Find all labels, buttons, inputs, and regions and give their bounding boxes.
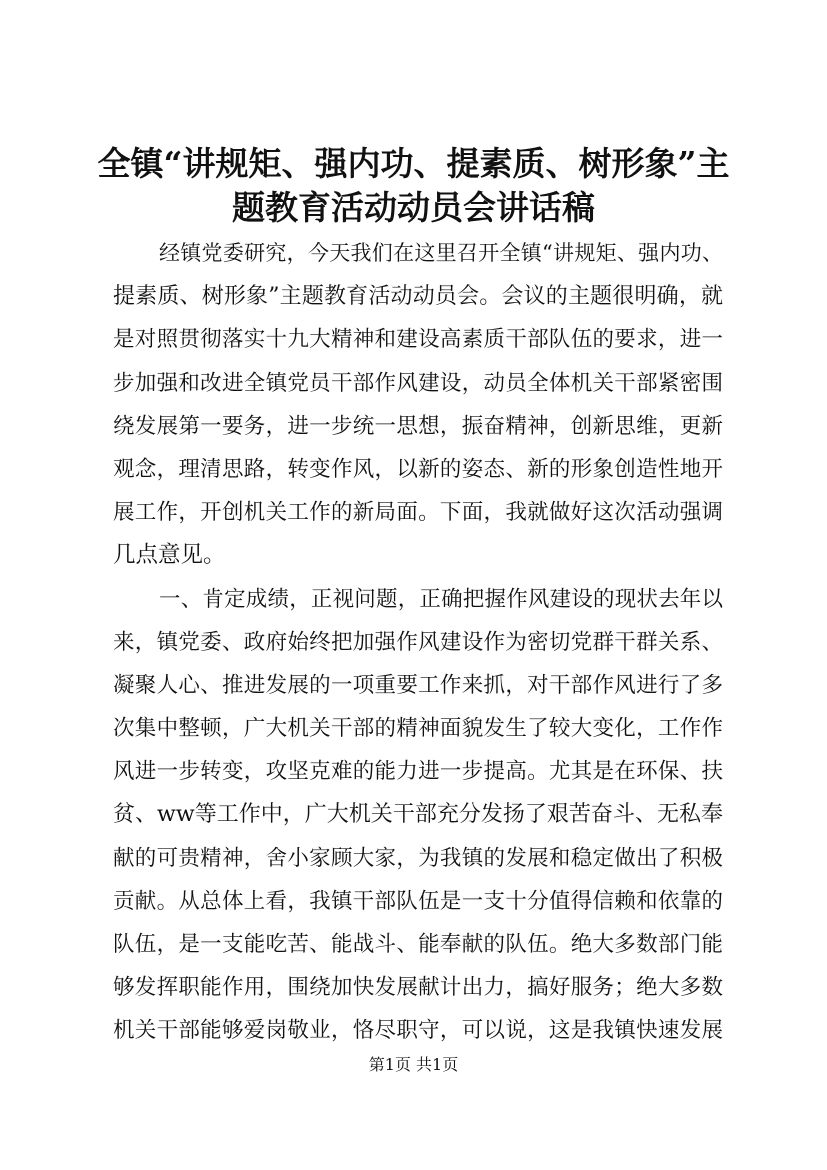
title-line-2: 题教育活动动员会讲话稿: [232, 188, 595, 227]
title-line-1: 全镇“讲规矩、强内功、提素质、树形象”主: [97, 144, 730, 183]
body-line: 绕发展第一要务，进一步统一思想，振奋精神，创新思维，更新: [113, 413, 723, 439]
body-line: 贡献。从总体上看，我镇干部队伍是一支十分值得信赖和依靠的: [113, 888, 723, 914]
body-line: 是对照贯彻落实十九大精神和建设高素质干部队伍的要求，进一: [113, 327, 723, 353]
body-line: 够发挥职能作用，围绕加快发展献计出力，搞好服务；绝大多数: [113, 975, 723, 1001]
body-line: 来，镇党委、政府始终把加强作风建设作为密切党群干群关系、: [113, 629, 723, 655]
body-line: 步加强和改进全镇党员干部作风建设，动员全体机关干部紧密围: [113, 370, 723, 396]
body-line: 几点意见。: [113, 542, 226, 569]
body-line: 展工作，开创机关工作的新局面。下面，我就做好这次活动强调: [113, 500, 723, 526]
body-line: 一、肯定成绩，正视问题，正确把握作风建设的现状去年以: [159, 586, 723, 612]
body-line: 队伍，是一支能吃苦、能战斗、能奉献的队伍。绝大多数部门能: [113, 932, 723, 957]
body-line: 凝聚人心、推进发展的一项重要工作来抓，对干部作风进行了多: [113, 672, 723, 698]
body-line: 次集中整顿，广大机关干部的精神面貌发生了较大变化，工作作: [113, 716, 723, 742]
body-line: 献的可贵精神，舍小家顾大家，为我镇的发展和稳定做出了积极: [113, 845, 723, 871]
document-body: [113, 232, 723, 1053]
body-line: 经镇党委研究，今天我们在这里召开全镇“讲规矩、强内功、: [159, 241, 723, 265]
body-line: 观念，理清思路，转变作风，以新的姿态、新的形象创造性地开: [113, 456, 723, 482]
body-line: 风进一步转变，攻坚克难的能力进一步提高。尤其是在环保、扶: [113, 759, 723, 785]
page-footer: [0, 1055, 827, 1075]
body-line: 机关干部能够爱岗敬业，恪尽职守，可以说，这是我镇快速发展: [113, 1018, 723, 1044]
document-title: [96, 142, 731, 230]
body-line: 提素质、树形象”主题教育活动动员会。会议的主题很明确，就: [113, 284, 723, 310]
body-line: 贫、ww等工作中，广大机关干部充分发扬了艰苦奋斗、无私奉: [113, 802, 723, 828]
page-number-label: 第1页 共1页: [368, 1055, 459, 1074]
